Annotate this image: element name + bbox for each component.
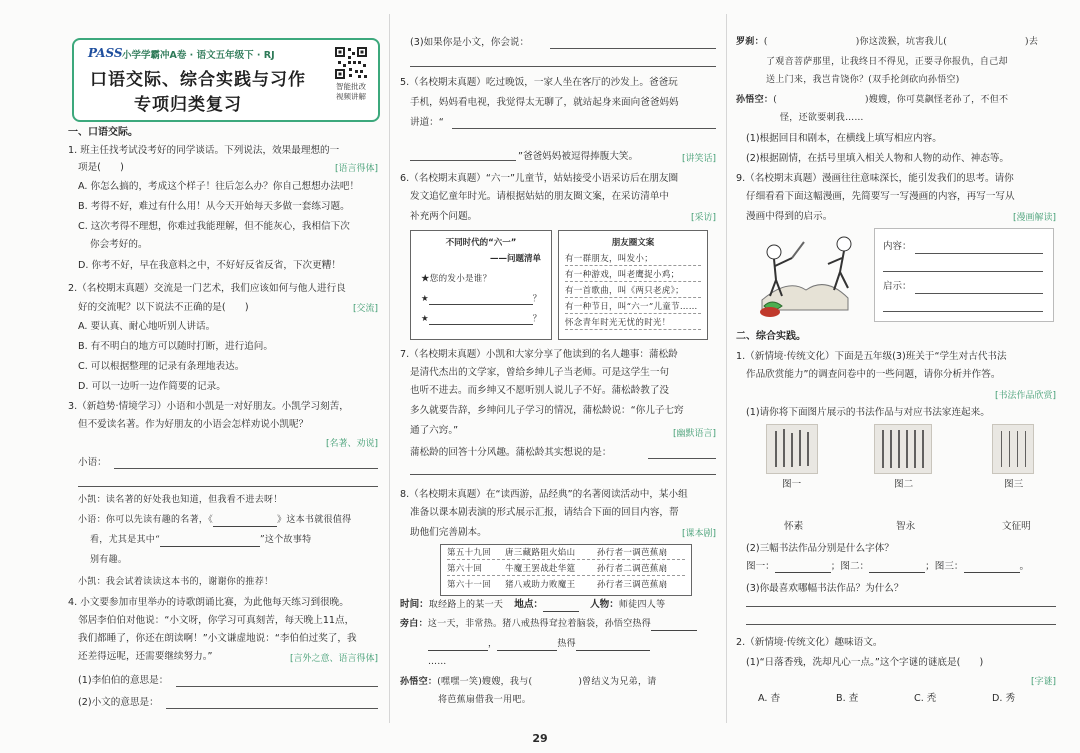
q9-answer-box [874,228,1054,322]
page-title: 口语交际、综合实践与习作 [90,70,306,90]
q5-tag: [讲笑话] [681,154,716,164]
answer-line[interactable] [915,293,1043,294]
q4-stem-4: 还差得远呢，还需要继续努力。” [78,651,213,662]
script-wukong-2-cont: 怪，还欲要刺我…… [780,113,864,123]
interview-list-subtitle: ——问题清单 [489,254,541,264]
script-luocha-2: 了观音菩萨那里，让我终日不得见，正要寻你报仇，自己却 [766,57,1008,67]
q2-tag: [交流] [352,304,378,314]
q8-stem-3: 助他们完善剧本。 [410,527,487,538]
p2-option-b[interactable]: B. 查 [836,693,859,704]
q6-stem-3: 补充两个问题。 [410,211,478,222]
p2-option-a[interactable]: A. 杳 [758,693,781,704]
q2-stem: 2.（名校期末真题）交流是一门艺术，我们应该如何与他人进行良 [68,283,346,294]
q6-stem: 6.（名校期末真题）“六一”儿童节，姑姑接受小语采访后在朋友圈 [400,173,679,184]
q3-xiaoyu-label: 小语： [78,457,107,468]
p1-stem: 1.（新情境·传统文化）下面是五年级(3)班关于“学生对古代书法 [736,351,1007,362]
q4-sub2: (2)小文的意思是： [78,697,159,708]
series-title: 小学学霸冲A卷 · 语文五年级下 · RJ [122,50,275,61]
q3-xiaoyu-line-cont: 看，尤其是其中“ ”这个故事特 [90,535,312,545]
p1-tag: [书法作品欣赏] [994,391,1056,401]
q3-stem-cont: 但不爱读名著。作为好朋友的小语会怎样劝说小凯呢？ [78,419,309,430]
interview-question-blank: ★ ？ [421,294,542,304]
q1-option-c[interactable]: C. 这次考得不理想，你难过我能理解，但不能灰心，我相信下次 [78,221,350,232]
column-middle [400,0,716,731]
q2-option-a[interactable]: A. 要认真、耐心地听别人讲话。 [78,321,216,332]
answer-line[interactable] [410,160,516,161]
calligraphy-image-3 [992,424,1034,474]
image-caption: 图一 [782,479,802,490]
q8-stem-2: 准备以课本剧表演的形式展示汇报，请结合下面的回目内容，帮 [410,507,679,518]
moments-line: 有一种游戏，叫老鹰捉小鸡； [565,269,701,282]
q7-stem-2: 是清代杰出的文学家，曾给乡绅儿子当老师。可是这学生一句 [410,367,670,378]
q9-tag: [漫画解读] [1012,213,1056,223]
qr-label: 智能批改 视频讲解 [336,82,366,101]
q3-xiaoyu-line: 小语：你可以先读有趣的名著，《 》这本书就很值得 [78,515,352,525]
q1-option-a[interactable]: A. 你怎么搞的，考成这个样子！往后怎么办？你自己想想办法吧！ [78,181,360,192]
cartoon-illustration [748,228,864,320]
q5-stem-end: ”爸爸妈妈被逗得捧腹大笑。 [518,151,639,162]
q9-stem-3: 漫画中得到的启示。 [746,211,833,222]
q1-stem: 1. 班主任找考试没考好的同学谈话。下列说法，效果最理想的一 [68,145,340,156]
artist-name[interactable]: 文征明 [1002,521,1031,532]
chapter-row: 第五十九回 唐三藏路阻火焰山 孙行者一调芭蕉扇 [447,547,685,560]
brand-logo: PASS [88,46,123,60]
chapter-table [440,544,692,596]
q6-stem-2: 发文追忆童年时光。请根据姑姑的朋友圈文案，在采访清单中 [410,191,670,202]
p1-sub2: (2)三幅书法作品分别是什么字体？ [746,543,894,554]
p2-stem: 2.（新情境·传统文化）趣味语文。 [736,637,883,648]
moments-post-card [558,230,708,340]
column-left [68,0,378,731]
answer-line[interactable] [746,606,1056,607]
p1-stem-2: 作品欣赏能力”的调查问卷中的一些问题，请你分析并作答。 [746,369,1001,380]
q4-stem: 4. 小文要参加市里举办的诗歌朗诵比赛，为此他每天练习到很晚。 [68,597,349,608]
place-blank[interactable] [543,601,579,612]
section-heading: 二、综合实践。 [736,331,806,342]
chapter-row: 第六十一回 猪八戒助力败魔王 孙行者三调芭蕉扇 [447,580,668,590]
answer-line[interactable] [883,311,1043,312]
script-narration: 旁白：这一天，非常热。猪八戒热得耷拉着脑袋，孙悟空热得 [400,618,716,631]
q1-option-d[interactable]: D. 你考不好，早在我意料之中，不好好反省反省，下次更糟！ [78,260,341,271]
header-card [72,38,380,122]
q3-xiaokai-reply: 小凯：我会试着读读这本书的，谢谢你的推荐！ [78,577,274,587]
p1-sub2-answers: 图一： ；图二： ；图三： 。 [746,561,1030,572]
story-blank[interactable] [160,536,260,547]
answer-line[interactable] [883,271,1043,272]
answer-line[interactable] [550,48,716,49]
q9-stem: 9.（名校期末真题）漫画往往意味深长，能引发我们的思考。请你 [736,173,1014,184]
q4-stem-3: 我们都睡了，你还在朗读啊！”小文谦虚地说：“李伯伯过奖了，我 [78,633,357,644]
page-subtitle: 专项归类复习 [134,95,242,115]
section-heading: 一、口语交际。 [68,127,138,138]
q3-tag: [名著、劝说] [325,439,378,449]
q9-stem-2: 仔细看看下面这幅漫画，先简要写一写漫画的内容，再写一写从 [746,191,1015,202]
column-right [736,0,1056,731]
q2-option-c[interactable]: C. 可以根据整理的记录有条理地表达。 [78,361,245,372]
q6-tag: [采访] [690,213,716,223]
q8-tag: [课本剧] [681,529,716,539]
content-label: 内容： [883,241,912,252]
q1-option-b[interactable]: B. 考得不好，难过有什么用！从今天开始每天多做一套练习题。 [78,201,350,212]
q1-tag: [语言得体] [334,164,378,174]
q2-option-d[interactable]: D. 可以一边听一边作简要的记录。 [78,381,226,392]
interview-question: ★您的发小是谁？ [421,274,492,284]
answer-line[interactable] [410,474,716,475]
answer-line[interactable] [410,66,716,67]
script-wukong: 孙悟空：(嘿嘿一笑)嫂嫂，我与( )曾结义为兄弟，请 [400,677,657,687]
q7-stem: 7.（名校期末真题）小凯和大家分享了他读到的名人趣事：蒲松龄 [400,349,678,360]
p2-sub1: (1)“日落香残，洗却凡心一点。”这个字谜的谜底是( ) [746,657,984,668]
q4-stem-2: 邻居李伯伯对他说：“小文呀，你学习可真刻苦，每天晚上11点， [78,615,355,626]
q1-stem-cont: 项是( ) [78,162,124,173]
calligraphy-image-1 [766,424,818,474]
q4-tag: [言外之意、语言得体] [289,654,378,664]
p1-sub3: (3)你最喜欢哪幅书法作品？为什么？ [746,583,904,594]
q5-stem-3: 讲道：“ [410,117,444,128]
q8-sub1: (1)根据回目和剧本，在横线上填写相应内容。 [746,133,942,144]
moments-line: 怀念青年时光无忧的时光！ [565,317,701,330]
calligraphy-image-2 [874,424,932,474]
answer-line[interactable] [78,486,378,487]
column-divider [726,14,727,723]
q3-stem: 3.（新趋势·情境学习）小语和小凯是一对好朋友。小凯学习刻苦， [68,401,349,412]
qr-code-icon[interactable] [334,46,368,80]
q7-prompt: 蒲松龄的回答十分风趣。蒲松龄其实想说的是： [410,447,612,458]
script-narration-cont: ， 热得 [400,638,716,651]
interview-list-title: 不同时代的“六一” [445,238,517,248]
answer-line[interactable] [452,128,716,129]
image-caption: 图二 [894,479,914,490]
moments-line: 有一群朋友，叫发小； [565,253,701,266]
q3-xiaoyu-line-end: 别有趣。 [90,555,128,565]
q5-stem: 5.（名校期末真题）吃过晚饭，一家人坐在客厅的沙发上。爸爸玩 [400,77,678,88]
script-wukong-2: 孙悟空：( )嫂嫂，你可莫飙怪老孙了，不但不 [736,95,1009,105]
page-number: 29 [532,732,548,745]
q8-sub2: (2)根据剧情，在括号里填入相关人物和人物的动作、神态等。 [746,153,1010,164]
q2-stem-cont: 好的交流呢？以下说法不正确的是( ) [78,302,249,313]
moments-line: 有一首歌曲，叫《两只老虎》； [565,285,701,298]
script-setting: 时间：取经路上的某一天 地点： 人物：师徒四人等 [400,599,666,610]
interview-list-card [410,230,552,340]
p2-option-c[interactable]: C. 秃 [914,693,937,704]
answer-line[interactable] [114,468,378,469]
column-divider [389,14,390,723]
p2-option-d[interactable]: D. 秀 [992,693,1016,704]
moments-line: 有一种节日，叫“六一”儿童节…… [565,301,701,314]
insight-label: 启示： [883,281,912,292]
artist-name[interactable]: 怀素 [784,521,804,532]
answer-line[interactable] [915,253,1043,254]
script-wukong-cont: 将芭蕉扇借我一用吧。 [438,695,532,705]
answer-line[interactable] [176,686,378,687]
q7-stem-3: 也听不进去。而乡绅又不愿听别人说儿子不好。蒲松龄教了没 [410,385,670,396]
q4-sub3: (3)如果你是小文，你会说： [410,37,530,48]
script-luocha-3: 送上门来，我岂肯饶你？(双手抡剑砍向孙悟空) [766,75,960,85]
script-luocha: 罗刹：( )你这泼猴，坑害我儿( )去 [736,37,1039,47]
q2-option-b[interactable]: B. 有不明白的地方可以随时打断，进行追问。 [78,341,273,352]
q7-tag: [幽默语言] [672,429,716,439]
chapter-row: 第六十回 牛魔王罢战赴华筵 孙行者二调芭蕉扇 [447,563,685,576]
q3-xiaokai-line: 小凯：读名著的好处我也知道，但我看不进去呀！ [78,495,283,505]
answer-line[interactable] [746,624,1056,625]
book-title-blank[interactable] [213,516,277,527]
q5-stem-2: 手机，妈妈看电视，我觉得太无聊了，就站起身来面向爸爸妈妈 [410,97,679,108]
script-ellipsis: …… [428,657,447,667]
interview-question-blank: ★ ？ [421,314,542,324]
moments-title: 朋友圈文案 [611,238,655,248]
artist-name[interactable]: 智永 [896,521,916,532]
q7-stem-4: 多久就要告辞，乡绅问儿子学习的情况，蒲松龄说：“你儿子七窍 [410,405,684,416]
answer-line[interactable] [648,458,716,459]
answer-line[interactable] [166,708,378,709]
p2-tag: [字谜] [1030,677,1056,687]
p1-sub1: (1)请你将下面图片展示的书法作品与对应书法家连起来。 [746,407,990,418]
q4-sub1: (1)李伯伯的意思是： [78,675,169,686]
q1-option-c-cont: 你会考好的。 [90,239,148,250]
q8-stem: 8.（名校期末真题）在“读西游，品经典”的名著阅读活动中，某小组 [400,489,688,500]
image-caption: 图三 [1004,479,1024,490]
q7-stem-5: 通了六窍。” [410,425,459,436]
